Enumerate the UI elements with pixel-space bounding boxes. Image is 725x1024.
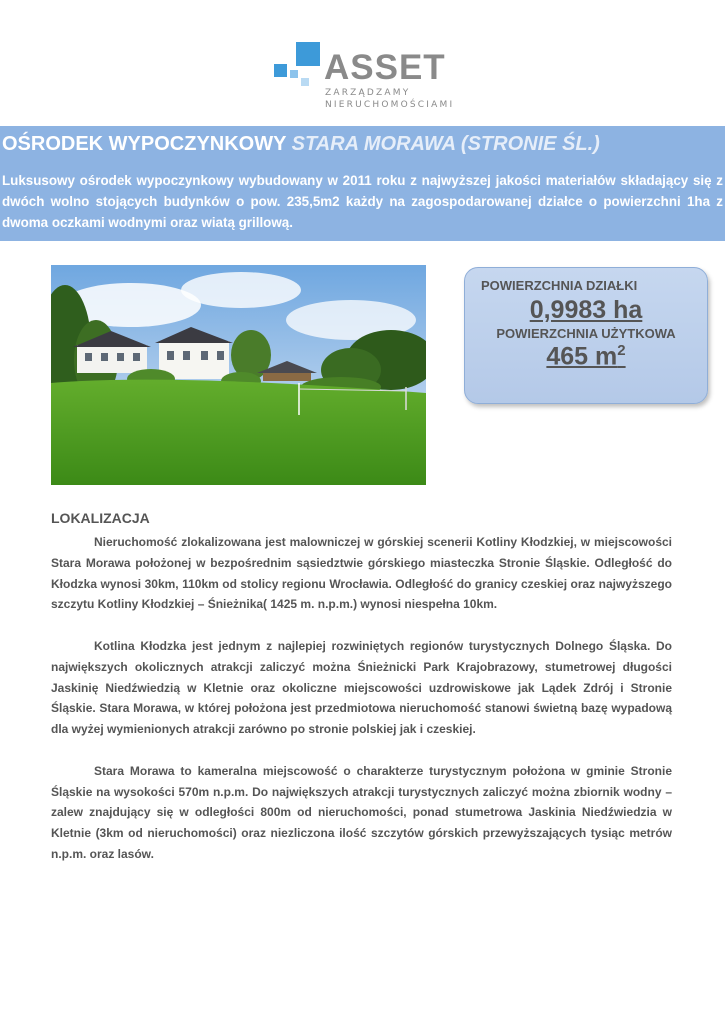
- title-location: STARA MORAWA (STRONIE ŚL.): [291, 133, 600, 155]
- usable-area-number: 465 m: [546, 342, 618, 371]
- location-paragraph-3: Stara Morawa to kameralna miejscowość o charakterze turystycznym położona w gminie Stronie Śląskie na wysokości 570m n.p.m. Do największych atrakcji turystycznych zaliczyć można zbiornik wodny – zalew znajdujący się w odległości 800m od nieruchomości, ponad stumetrowa Jaskinia Niedźwiedzia w Kletnie (3km od nieruchomości) oraz niezliczona ilość szczytów górskich przewyższających tysiąc metrów n.p.m. oraz lasów.: [51, 763, 672, 861]
- property-photo-image: [51, 265, 426, 485]
- title-bar: [0, 126, 725, 163]
- intro-bar: [0, 163, 725, 241]
- logo-tagline-line1: ZARZĄDZAMY: [325, 88, 411, 98]
- location-heading: LOKALIZACJA: [51, 510, 150, 526]
- plot-area-value: 0,9983 ha: [529, 296, 643, 324]
- page-title: [2, 132, 600, 156]
- title-main: OŚRODEK WYPOCZYNKOWY: [2, 133, 287, 155]
- plot-area-label: POWIERZCHNIA DZIAŁKI: [481, 278, 638, 293]
- area-summary-box: [464, 267, 708, 404]
- usable-area-label: POWIERZCHNIA UŻYTKOWA: [496, 326, 676, 341]
- asset-logo: [274, 42, 474, 117]
- logo-tagline-line2: NIERUCHOMOŚCIAMI: [325, 100, 455, 110]
- property-photo: [51, 265, 426, 485]
- usable-area-value: [465, 342, 707, 371]
- logo-brand: ASSET: [324, 48, 446, 87]
- usable-area-unit-sup: 2: [617, 342, 626, 359]
- location-paragraph-1: Nieruchomość zlokalizowana jest malowniczej w górskiej scenerii Kotliny Kłodzkiej, w miejscowości Stara Morawa położonej w bezpośrednim sąsiedztwie górskiego miasteczka Stronie Śląskie. Odległość do Kłodzka wynosi 30km, 110km od stolicy regionu Wrocławia. Odległość do granicy czeskiej oraz najwyższego szczytu Kotliny Kłodzkiej – Śnieżnika( 1425 m. n.p.m.) wynosi niespełna 10km.: [51, 535, 672, 612]
- location-paragraph-2: Kotlina Kłodzka jest jednym z najlepiej rozwiniętych regionów turystycznych Dolnego Śląska. Do największych okolicznych atrakcji zaliczyć można Śnieżnicki Park Krajobrazowy, stumetrowej długości Jaskinię Niedźwiedzią w Kletnie oraz okoliczne miejscowości uzdrowiskowe jak Lądek Zdrój i Stronie Śląskie. Stara Morawa, w której położona jest przedmiotowa nieruchomość stanowi świetną bazę wypadową dla wyżej wymienionych atrakcji zarówno po stronie polskiej jak i czeskiej.: [51, 638, 672, 737]
- logo-tagline: [325, 87, 454, 111]
- intro-text: Luksusowy ośrodek wypoczynkowy wybudowany w 2011 roku z najwyższej jakości materiałów składający się z dwóch wolno stojących budynków o pow. 235,5m2 każdy na zagospodarowanej działce o powierzchni 1ha z dwoma oczkami wodnymi oraz wiatą grillową.: [2, 173, 723, 230]
- logo-squares-icon: [274, 42, 322, 90]
- location-content: [51, 532, 672, 865]
